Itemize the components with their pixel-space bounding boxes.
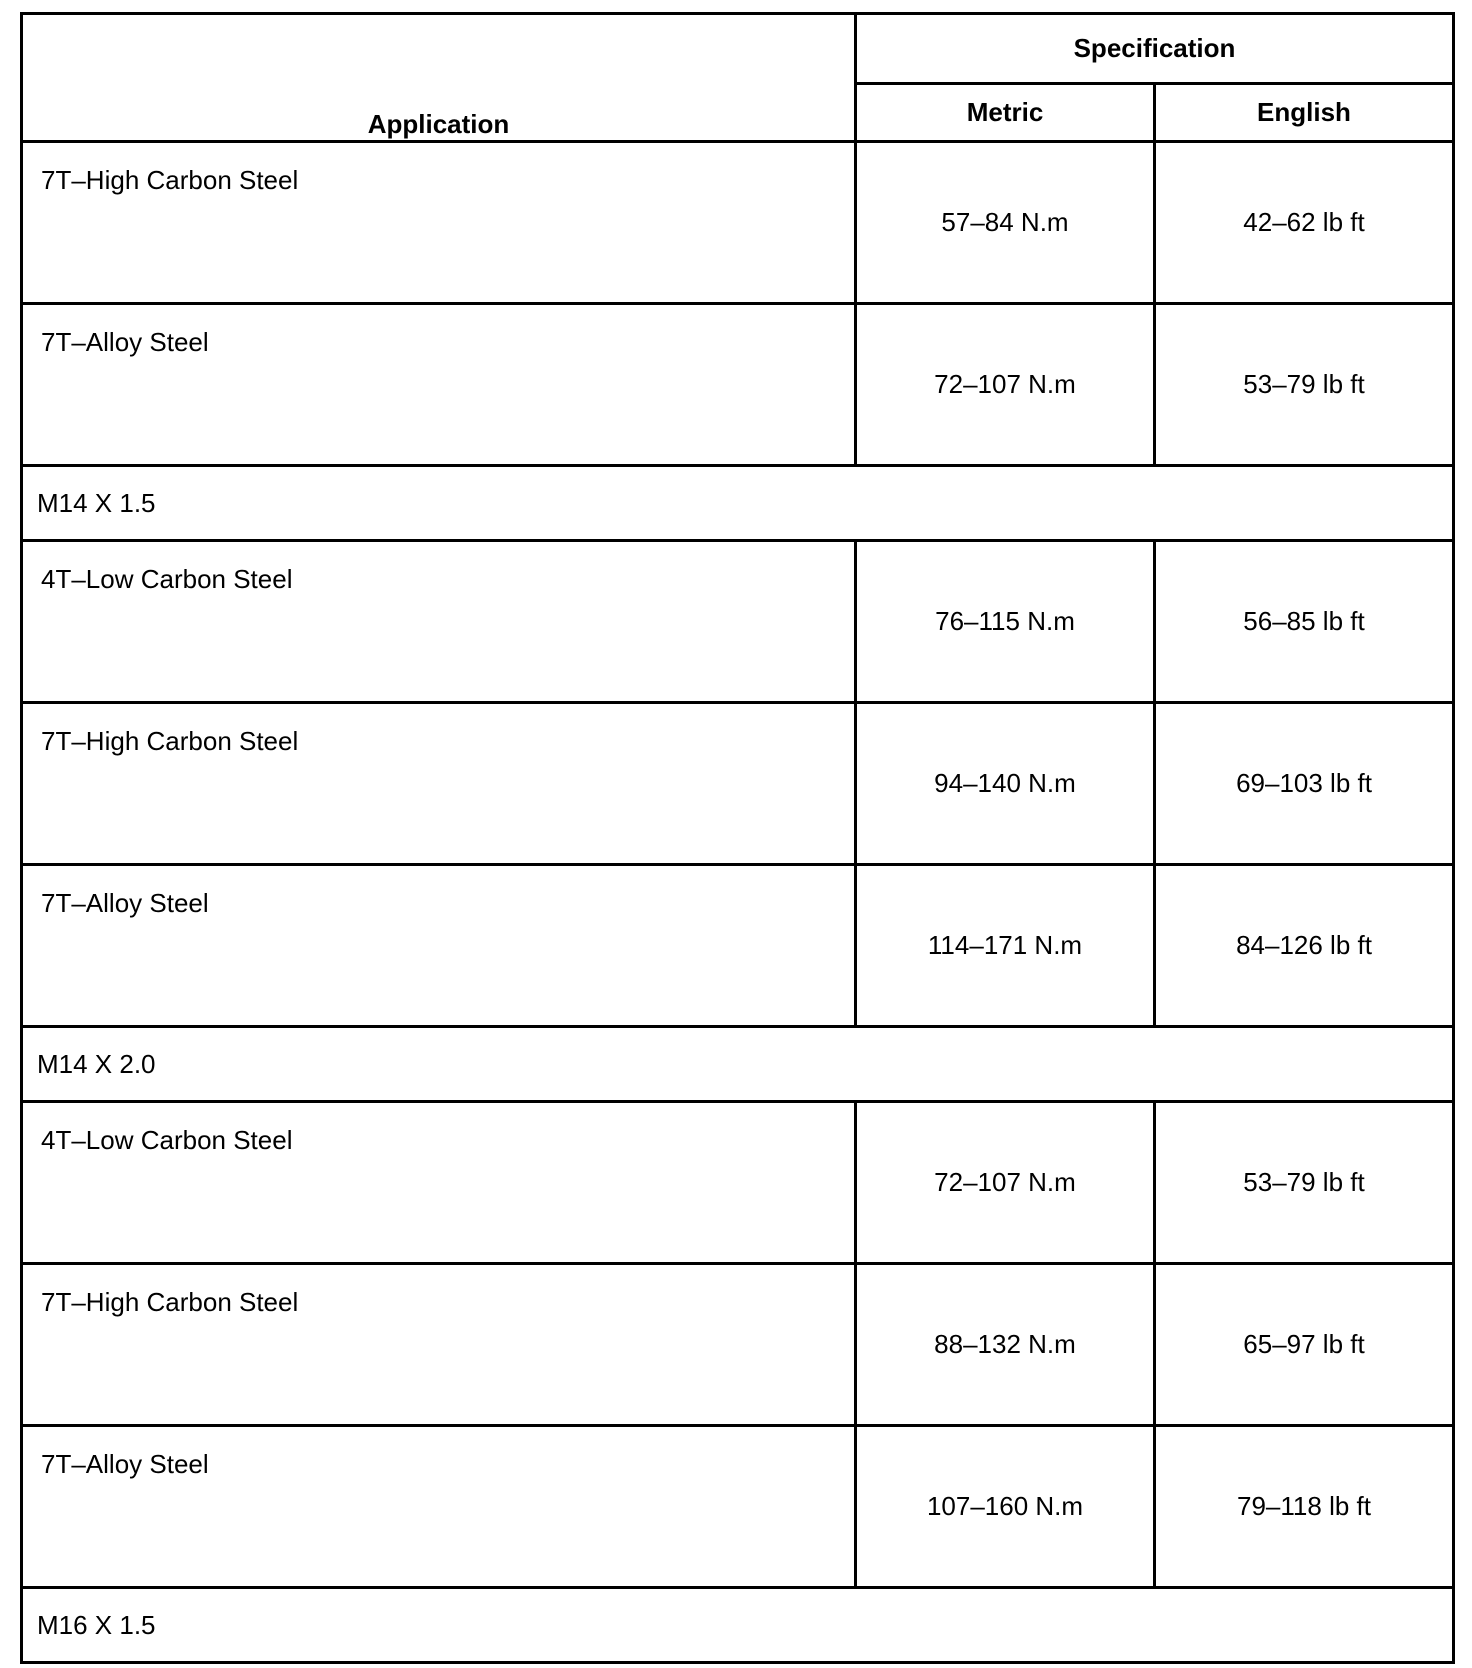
thread-size-label: M14 X 1.5 bbox=[22, 466, 1454, 541]
metric-cell: 94–140 N.m bbox=[856, 703, 1155, 865]
metric-header: Metric bbox=[856, 84, 1155, 142]
table-row bbox=[22, 1102, 1454, 1264]
english-cell: 65–97 lb ft bbox=[1155, 1264, 1454, 1426]
torque-spec-table bbox=[20, 12, 1455, 1664]
table-row bbox=[22, 142, 1454, 304]
application-cell: 7T–Alloy Steel bbox=[22, 1426, 856, 1588]
table-row bbox=[22, 703, 1454, 865]
metric-cell: 114–171 N.m bbox=[856, 865, 1155, 1027]
english-cell: 69–103 lb ft bbox=[1155, 703, 1454, 865]
english-cell: 42–62 lb ft bbox=[1155, 142, 1454, 304]
application-cell: 7T–Alloy Steel bbox=[22, 865, 856, 1027]
thread-size-row bbox=[22, 466, 1454, 541]
metric-cell: 72–107 N.m bbox=[856, 1102, 1155, 1264]
english-cell: 84–126 lb ft bbox=[1155, 865, 1454, 1027]
english-cell: 79–118 lb ft bbox=[1155, 1426, 1454, 1588]
application-cell: 7T–High Carbon Steel bbox=[22, 142, 856, 304]
table-row bbox=[22, 1426, 1454, 1588]
english-cell: 53–79 lb ft bbox=[1155, 1102, 1454, 1264]
thread-size-label: M16 X 1.5 bbox=[22, 1588, 1454, 1663]
application-header: Application bbox=[22, 14, 856, 142]
table-row bbox=[22, 304, 1454, 466]
specification-header: Specification bbox=[856, 14, 1454, 84]
metric-cell: 57–84 N.m bbox=[856, 142, 1155, 304]
application-cell: 7T–High Carbon Steel bbox=[22, 703, 856, 865]
application-cell: 7T–High Carbon Steel bbox=[22, 1264, 856, 1426]
table-row bbox=[22, 865, 1454, 1027]
application-cell: 7T–Alloy Steel bbox=[22, 304, 856, 466]
metric-cell: 76–115 N.m bbox=[856, 541, 1155, 703]
english-cell: 56–85 lb ft bbox=[1155, 541, 1454, 703]
table-row bbox=[22, 1264, 1454, 1426]
thread-size-row bbox=[22, 1588, 1454, 1663]
metric-cell: 107–160 N.m bbox=[856, 1426, 1155, 1588]
metric-cell: 72–107 N.m bbox=[856, 304, 1155, 466]
thread-size-row bbox=[22, 1027, 1454, 1102]
english-cell: 53–79 lb ft bbox=[1155, 304, 1454, 466]
application-cell: 4T–Low Carbon Steel bbox=[22, 1102, 856, 1264]
table-row bbox=[22, 541, 1454, 703]
thread-size-label: M14 X 2.0 bbox=[22, 1027, 1454, 1102]
metric-cell: 88–132 N.m bbox=[856, 1264, 1155, 1426]
application-cell: 4T–Low Carbon Steel bbox=[22, 541, 856, 703]
english-header: English bbox=[1155, 84, 1454, 142]
